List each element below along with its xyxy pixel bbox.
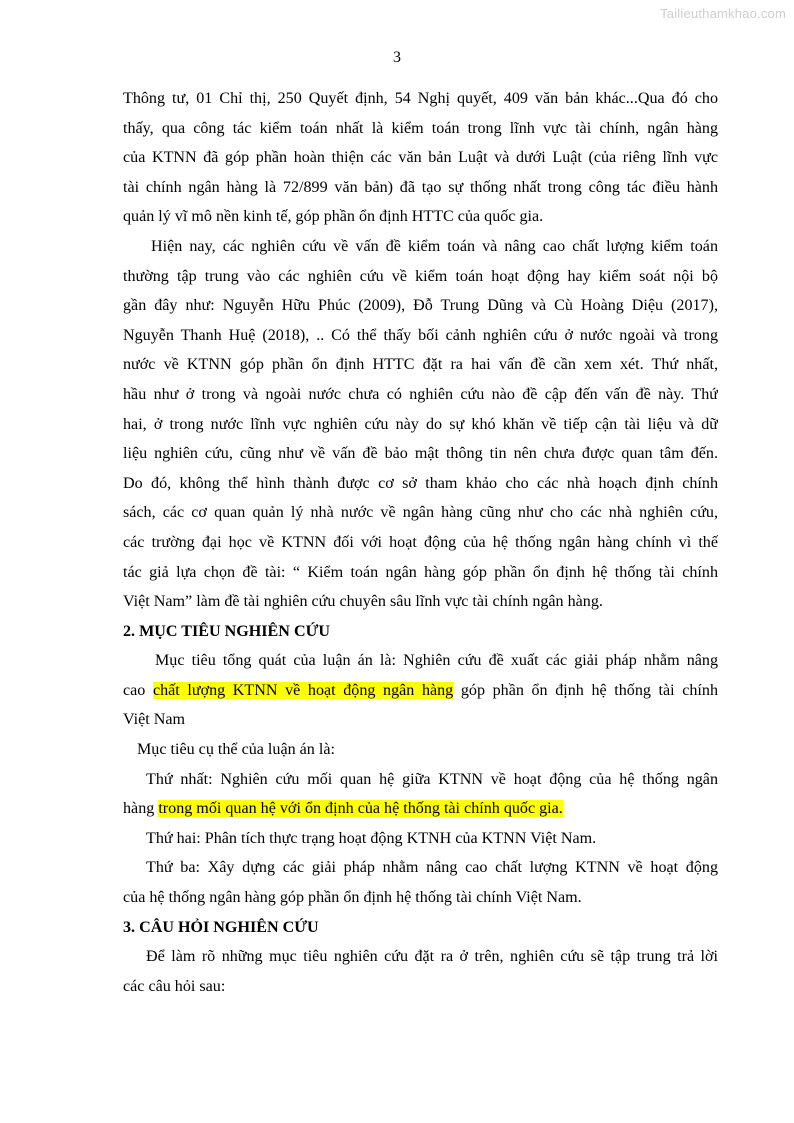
- paragraph-line: hai, ở trong nước lĩnh vực nghiên cứu này do sự khó khăn về tiếp cận tài liệu và dữ: [123, 415, 718, 433]
- paragraph-line: Nguyễn Thanh Huệ (2018), .. Có thể thấy bối cảnh nghiên cứu ở nước ngoài và trong: [123, 326, 718, 344]
- paragraph-line: Do đó, không thể hình thành được cơ sở tham khảo cho các nhà hoạch định chính: [123, 474, 718, 492]
- paragraph-line: Thứ nhất: Nghiên cứu mối quan hệ giữa KTNN về hoạt động của hệ thống ngân: [146, 770, 718, 788]
- paragraph-line: liệu nghiên cứu, cũng như về vấn đề bảo mật thông tin nên chưa được quan tâm đến.: [123, 445, 718, 463]
- paragraph-line: của hệ thống ngân hàng góp phần ổn định hệ thống tài chính Việt Nam.: [123, 889, 582, 907]
- paragraph-line: nước về KTNN góp phần ổn định HTTC đặt ra hai vấn đề cần xem xét. Thứ nhất,: [123, 356, 718, 374]
- page-number: 3: [393, 49, 401, 66]
- paragraph-line: tác giả lựa chọn đề tài: “ Kiểm toán ngân hàng góp phần ổn định hệ thống tài chính: [123, 563, 718, 581]
- document-body: [123, 84, 718, 1001]
- paragraph-line: các trường đại học về KTNN đối với hoạt động của hệ thống ngân hàng chính vì thế: [123, 533, 718, 551]
- paragraph-line: các câu hỏi sau:: [123, 977, 226, 995]
- paragraph-line: thấy, qua công tác kiểm toán nhất là kiểm toán trong lĩnh vực tài chính, ngân hàng: [123, 119, 718, 137]
- paragraph-line: của KTNN đã góp phần hoàn thiện các văn bản Luật và dưới Luật (của riêng lĩnh vực: [123, 149, 718, 167]
- highlighted-text: chất lượng KTNN về hoạt động ngân hàng: [152, 681, 454, 699]
- line-text: cao: [123, 681, 153, 699]
- section-heading: 2. MỤC TIÊU NGHIÊN CỨU: [123, 622, 330, 640]
- section-heading: 3. CÂU HỎI NGHIÊN CỨU: [123, 918, 319, 936]
- paragraph-line-highlighted: [123, 794, 718, 824]
- paragraph-line: sách, các cơ quan quản lý nhà nước về ngân hàng cũng như cho các nhà nghiên cứu,: [123, 504, 718, 522]
- paragraph-line: Mục tiêu cụ thể của luận án là:: [137, 741, 335, 759]
- paragraph-line: Việt Nam: [123, 711, 186, 729]
- paragraph-line: Hiện nay, các nghiên cứu về vấn đề kiểm toán và nâng cao chất lượng kiểm toán: [151, 237, 718, 255]
- paragraph-line: tài chính ngân hàng là 72/899 văn bản) đã tạo sự thống nhất trong công tác điều hành: [123, 178, 718, 196]
- paragraph-line-highlighted: [123, 676, 718, 706]
- paragraph-line: thường tập trung vào các nghiên cứu về kiểm toán hoạt động hay kiểm soát nội bộ: [123, 267, 718, 285]
- line-text: hàng: [123, 800, 159, 818]
- paragraph-line: gần đây như: Nguyễn Hữu Phúc (2009), Đỗ Trung Dũng và Cù Hoàng Diệu (2017),: [123, 297, 718, 315]
- highlighted-text: trong mối quan hệ với ổn định của hệ thống tài chính quốc gia.: [158, 800, 563, 818]
- paragraph-line: Thứ hai: Phân tích thực trạng hoạt động KTNH của KTNN Việt Nam.: [146, 829, 597, 847]
- paragraph-line: quản lý vĩ mô nền kinh tế, góp phần ổn định HTTC của quốc gia.: [123, 208, 544, 226]
- line-text: góp phần ổn định hệ thống tài chính: [453, 681, 718, 699]
- paragraph-line: Thứ ba: Xây dựng các giải pháp nhằm nâng cao chất lượng KTNN về hoạt động: [146, 859, 718, 877]
- paragraph-line: hầu như ở trong và ngoài nước chưa có nghiên cứu nào đề cập đến vấn đề này. Thứ: [123, 385, 718, 403]
- paragraph-line: Thông tư, 01 Chỉ thị, 250 Quyết định, 54 Nghị quyết, 409 văn bản khác...Qua đó cho: [123, 90, 718, 107]
- paragraph-line: Mục tiêu tổng quát của luận án là: Nghiên cứu đề xuất các giải pháp nhằm nâng: [155, 652, 718, 670]
- watermark-text: Tailieuthamkhao.com: [660, 6, 786, 21]
- paragraph-line: Để làm rõ những mục tiêu nghiên cứu đặt ra ở trên, nghiên cứu sẽ tập trung trả lời: [146, 948, 718, 966]
- paragraph-line: Việt Nam” làm đề tài nghiên cứu chuyên sâu lĩnh vực tài chính ngân hàng.: [123, 593, 603, 611]
